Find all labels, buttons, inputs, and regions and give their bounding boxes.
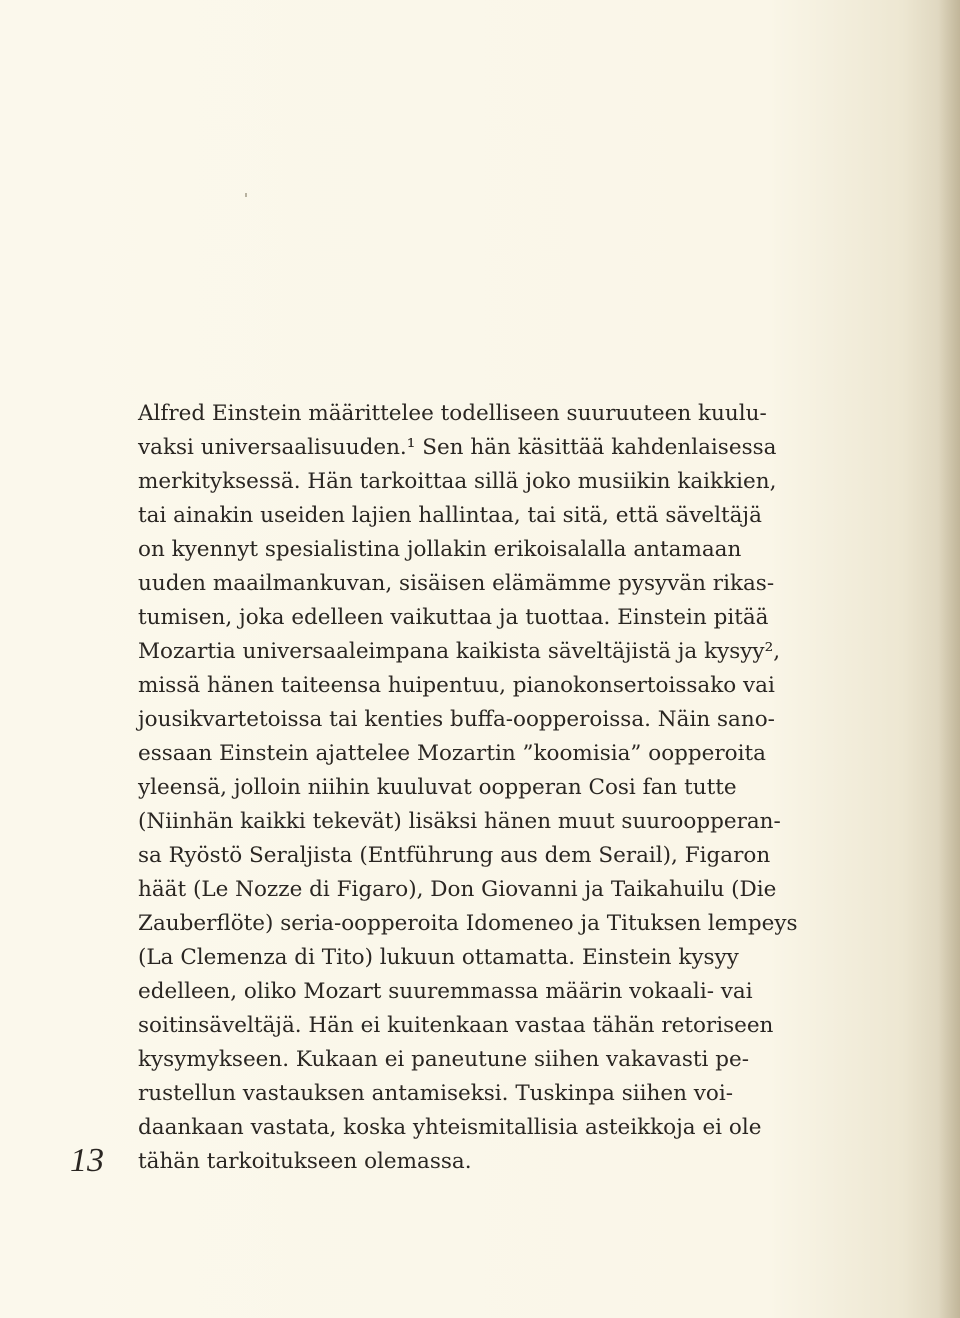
text-line-9: missä hänen taiteensa huipentuu, pianokonsertoissako vai <box>138 673 775 698</box>
text-line-1: Alfred Einstein määrittelee todelliseen suuruuteen kuulu- <box>138 401 767 426</box>
text-line-13: (Niinhän kaikki tekevät) lisäksi hänen muut suuroopperan- <box>138 809 781 834</box>
text-line-4: tai ainakin useiden lajien hallintaa, tai sitä, että säveltäjä <box>138 503 762 528</box>
text-line-18: edelleen, oliko Mozart suuremmassa määrin vokaali- vai <box>138 979 753 1004</box>
text-line-15: häät (Le Nozze di Figaro), Don Giovanni ja Taikahuilu (Die <box>138 877 777 902</box>
text-line-3: merkityksessä. Hän tarkoittaa sillä joko musiikin kaikkien, <box>138 469 777 494</box>
text-line-14: sa Ryöstö Seraljista (Entführung aus dem Serail), Figaron <box>138 843 771 868</box>
text-line-8: Mozartia universaaleimpana kaikista säveltäjistä ja kysyy², <box>138 639 781 664</box>
text-line-10: jousikvartetoissa tai kenties buffa-oopperoissa. Näin sano- <box>138 707 775 732</box>
text-line-2: vaksi universaalisuuden.¹ Sen hän käsittää kahdenlaisessa <box>138 435 777 460</box>
text-line-23: tähän tarkoitukseen olemassa. <box>138 1149 472 1174</box>
text-line-12: yleensä, jolloin niihin kuuluvat oopperan Cosi fan tutte <box>138 775 737 800</box>
page-number: 13 <box>70 1142 104 1179</box>
text-line-22: daankaan vastata, koska yhteismitallisia asteikkoja ei ole <box>138 1115 762 1140</box>
text-line-6: uuden maailmankuvan, sisäisen elämämme pysyvän rikas- <box>138 571 775 596</box>
text-line-11: essaan Einstein ajattelee Mozartin ”koomisia” oopperoita <box>138 741 766 766</box>
text-line-19: soitinsäveltäjä. Hän ei kuitenkaan vastaa tähän retoriseen <box>138 1013 774 1038</box>
paper-speck <box>245 193 247 197</box>
page-edge-shadow <box>938 0 960 1318</box>
text-line-20: kysymykseen. Kukaan ei paneutune siihen vakavasti pe- <box>138 1047 749 1072</box>
text-line-17: (La Clemenza di Tito) lukuun ottamatta. Einstein kysyy <box>138 945 739 970</box>
text-line-21: rustellun vastauksen antamiseksi. Tuskinpa siihen voi- <box>138 1081 733 1106</box>
text-line-7: tumisen, joka edelleen vaikuttaa ja tuottaa. Einstein pitää <box>138 605 769 630</box>
text-line-5: on kyennyt spesialistina jollakin erikoisalalla antamaan <box>138 537 742 562</box>
text-line-16: Zauberflöte) seria-oopperoita Idomeneo ja Tituksen lempeys <box>138 911 798 936</box>
body-text <box>138 397 898 1179</box>
